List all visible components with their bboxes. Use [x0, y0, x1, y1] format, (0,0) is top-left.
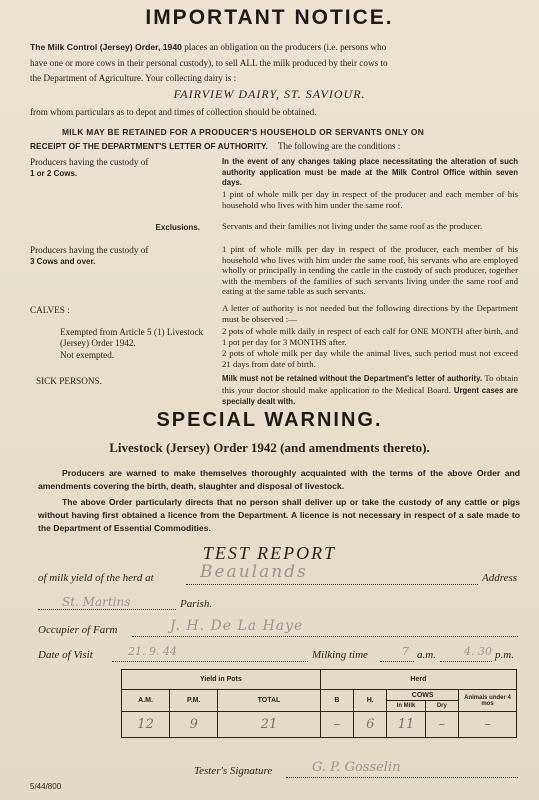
yield-table: [121, 669, 517, 738]
sick-persons-plain: To obtain this your doctor should make application to the Medical Board.: [222, 373, 518, 395]
signature-dotted-line: [286, 777, 518, 778]
occupier-dotted-line: [132, 636, 518, 637]
parish-dotted-line: [38, 609, 176, 610]
yield-header: Yield in Pots: [122, 670, 321, 690]
sick-persons-bold-2: Urgent cases are specially dealt with.: [222, 385, 519, 406]
cell-b: –: [320, 712, 353, 738]
col-cows: COWS: [387, 690, 459, 701]
col-animals: Animals under 4 mos: [458, 690, 516, 712]
warning-subtitle: Livestock (Jersey) Order 1942 (and amendments thereto).: [109, 440, 430, 455]
milking-pm-handwritten: 4. 30: [464, 645, 492, 658]
notice-title: IMPORTANT NOTICE.: [145, 6, 394, 29]
parish-handwritten: St. Martins: [62, 595, 131, 609]
condition-label-plain: Producers having the custody of: [30, 157, 149, 167]
intro-line-3: the Department of Agriculture. Your collecting dairy is :: [30, 73, 237, 83]
report-title: TEST REPORT: [202, 543, 337, 563]
am-label: a.m.: [417, 649, 436, 661]
retained-line-2-plain: The following are the conditions :: [277, 141, 401, 151]
warning-para-1: Producers are warned to make themselves thoroughly acquainted with the terms of the above Order and amendments covering the birth, death, slaughter and disposal of livestock.: [38, 468, 520, 491]
col-am: A.M.: [122, 690, 170, 712]
exempted-label: Exempted from Article 5 (1) Livestock (Jersey) Order 1942.: [60, 327, 204, 348]
retained-line-1: MILK MAY BE RETAINED FOR A PRODUCER'S HOUSEHOLD OR SERVANTS ONLY ON: [62, 127, 425, 137]
warning-para-2: The above Order particularly directs that no person shall deliver up or take the custody of any cattle or pigs without having first obtained a licence from the Department. A licence is not necessary in respect of a sale made to the Department of Essential Commodities.: [38, 497, 520, 533]
herd-dotted-line: [186, 584, 478, 585]
calves-label: CALVES :: [30, 305, 70, 315]
condition-text-1-pint: 1 pint of whole milk per day in respect of the producer and each member of his household who lives with him under the same roof.: [222, 189, 518, 210]
col-b: B: [320, 690, 353, 712]
address-label: Address: [482, 572, 518, 584]
herd-header: Herd: [320, 670, 516, 690]
exempted-text: 2 pots of whole milk daily in respect of each calf for ONE MONTH after birth, and 1 pot per day for 3 MONTHS after.: [222, 326, 518, 347]
milking-am-handwritten: 7: [402, 645, 409, 658]
condition-text-changes: In the event of any changes taking place necessitating the alteration of such authority application must be made at the Milk Control Office within seven days.: [222, 157, 518, 187]
cell-am: 12: [122, 712, 170, 738]
intro-line-1: The Milk Control (Jersey) Order, 1940 places an obligation on the producers (i.e. persons who: [30, 42, 387, 52]
milking-pm-dotted-line: [440, 661, 492, 662]
sick-persons-bold: Milk must not be retained without the Department's letter of authority.: [222, 374, 483, 383]
retained-line-2: [30, 141, 520, 151]
occupier-handwritten: J. H. De La Haye: [170, 618, 304, 634]
signature-handwritten: G. P. Gosselin: [312, 760, 401, 775]
retained-line-2-bold: RECEIPT OF THE DEPARTMENT'S LETTER OF AUTHORITY.: [30, 141, 268, 151]
intro-line-4: from whom particulars as to depot and times of collection should be obtained.: [30, 107, 317, 117]
milking-label: Milking time: [312, 649, 368, 661]
col-in-milk: In Milk: [387, 701, 425, 712]
exclusions-text: Servants and their families not living under the same roof as the producer.: [222, 221, 483, 231]
cell-pm: 9: [170, 712, 218, 738]
condition-label-bold: 1 or 2 Cows.: [30, 169, 78, 178]
date-handwritten: 21. 9. 44: [128, 645, 177, 658]
not-exempted-label: Not exempted.: [60, 350, 115, 360]
pm-label: p.m.: [495, 649, 514, 661]
exclusions-label: Exclusions.: [155, 223, 200, 232]
condition-label-plain: Producers having the custody of: [30, 245, 149, 255]
condition-label-bold: 3 Cows and over.: [30, 257, 96, 266]
date-label: Date of Visit: [38, 649, 93, 661]
col-pm: P.M.: [170, 690, 218, 712]
condition-label-3-cows: [30, 245, 200, 267]
col-h: H.: [354, 690, 387, 712]
milking-am-dotted-line: [380, 661, 414, 662]
sick-persons-label: SICK PERSONS.: [36, 376, 102, 386]
cell-dry: –: [425, 712, 458, 738]
condition-text-3-cows: 1 pint of whole milk per day in respect of the producer, each member of his household who lives with him under the same roof, his servants who are employed wholly or principally in tending the cattle in the custody of such producer, together with the members of the families of such servants living under the same roof and eating at the same table as such servants.: [222, 244, 518, 296]
parish-label: Parish.: [180, 598, 213, 610]
col-total: TOTAL: [218, 690, 320, 712]
signature-label: Tester's Signature: [194, 765, 273, 777]
dairy-name: FAIRVIEW DAIRY, ST. SAVIOUR.: [173, 87, 366, 101]
cell-in-milk: 11: [387, 712, 425, 738]
condition-label-1-2-cows: [30, 157, 200, 179]
not-exempted-text: 2 pots of whole milk per day while the animal lives, such period must not exceed 21 days from date of birth.: [222, 348, 518, 369]
occupier-label: Occupier of Farm: [38, 624, 118, 636]
calves-text: A letter of authority is not needed but the following directions by the Department must be observed :—: [222, 303, 518, 324]
print-code: 5/44/800: [30, 782, 62, 791]
herd-label: of milk yield of the herd at: [38, 572, 154, 584]
sick-persons-text: [222, 373, 518, 408]
herd-handwritten: Beaulands: [200, 562, 308, 582]
cell-total: 21: [218, 712, 320, 738]
date-dotted-line: [112, 661, 308, 662]
col-dry: Dry: [425, 701, 458, 712]
warning-title: SPECIAL WARNING.: [156, 409, 383, 431]
cell-h: 6: [354, 712, 387, 738]
intro-line-2: have one or more cows in their personal custody), to sell ALL the milk produced by their cows to: [30, 58, 388, 68]
cell-animals: –: [458, 712, 516, 738]
